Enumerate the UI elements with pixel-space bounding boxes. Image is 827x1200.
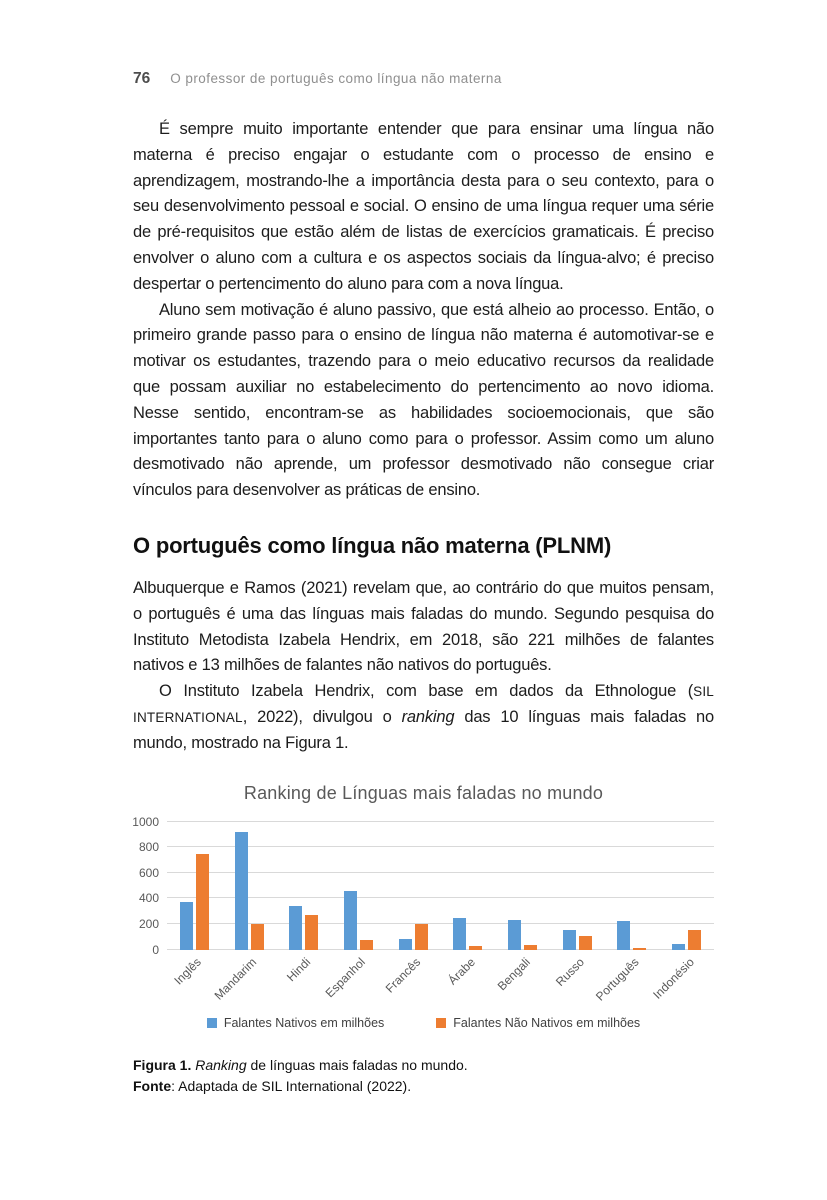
paragraph-4-text: , 2022), divulgou o [242, 707, 402, 726]
bar [415, 924, 428, 950]
paragraph-4 [133, 679, 714, 756]
bar [469, 946, 482, 949]
bar-group [222, 832, 277, 949]
x-label-cell [495, 950, 550, 1014]
bar [305, 915, 318, 949]
legend-swatch-icon [207, 1018, 217, 1028]
chart-x-labels [167, 950, 714, 1014]
bar [579, 936, 592, 949]
bar [563, 930, 576, 949]
x-axis-label: Bengali [494, 954, 533, 993]
bar [399, 939, 412, 949]
x-axis-label: Russo [553, 954, 588, 989]
bar [524, 945, 537, 950]
paragraph-1: É sempre muito importante entender que para ensinar uma língua não materna é preciso engajar o estudante com o processo de ensino e aprendizagem, mostrando-lhe a importância desta para o seu contexto, para o seu desenvolvimento pessoal e social. O ensino de uma língua requer uma série de pré-requisitos que estão além de listas de exercícios gramaticais. É preciso envolver o aluno com a cultura e os aspectos sociais da língua-alvo; é preciso despertar o pertencimento do aluno para com a nova língua. [133, 120, 714, 293]
x-label-cell [276, 950, 331, 1014]
bar [289, 906, 302, 950]
paragraph-3: Albuquerque e Ramos (2021) revelam que, ao contrário do que muitos pensam, o português é uma das línguas mais faladas do mundo. Segundo pesquisa do Instituto Metodista Izabela Hendrix, em 2018, são 221 milhões de falantes nativos e 13 milhões de falantes não nativos do português. [133, 578, 714, 675]
figure-caption-italic: Ranking [195, 1056, 247, 1073]
x-label-cell [211, 950, 277, 1014]
paragraph-2: Aluno sem motivação é aluno passivo, que está alheio ao processo. Então, o primeiro grande passo para o ensino de língua não materna é automotivar-se e motivar os estudantes, trazendo para o meio educativo recursos da realidade que possam auxiliar no estabelecimento do pertencimento ao novo idioma. Nesse sentido, encontram-se as habilidades socioemocionais, que são importantes tanto para o aluno como para o professor. Assim como um aluno desmotivado não aprende, um professor desmotivado não consegue criar vínculos para desenvolver as práticas de ensino. [133, 300, 714, 500]
y-tick-label: 600 [138, 865, 159, 880]
bar-group [659, 930, 714, 950]
legend-label: Falantes Não Nativos em milhões [453, 1015, 641, 1030]
paragraph-4-italic: ranking [401, 707, 455, 726]
figure-chart [133, 783, 714, 1030]
y-tick-label: 1000 [132, 814, 159, 829]
page-content [133, 70, 714, 1097]
x-axis-label: Indonésio [649, 954, 697, 1002]
paragraph-4-text: das 10 línguas mais faladas no mundo, mostrado na Figura 1. [133, 707, 714, 752]
bar [617, 921, 630, 949]
x-label-cell [441, 950, 496, 1014]
x-label-cell [649, 950, 714, 1014]
running-header [133, 70, 714, 88]
bar-group [331, 891, 386, 950]
bar-group [550, 930, 605, 949]
page-number: 76 [133, 70, 151, 87]
section-heading: O português como língua não materna (PLNM) [133, 532, 612, 558]
figure-source-line [133, 1076, 714, 1097]
x-axis-label: Inglês [171, 954, 205, 988]
figure-caption-text: de línguas mais faladas no mundo. [246, 1056, 468, 1073]
bar-group [276, 906, 331, 950]
figure-caption-line [133, 1055, 714, 1076]
bar [453, 918, 466, 949]
x-label-cell [550, 950, 605, 1014]
bar [633, 948, 646, 950]
x-label-cell [382, 950, 441, 1014]
bar [688, 930, 701, 950]
bar [360, 940, 373, 950]
chart-y-axis [132, 814, 167, 957]
running-title: O professor de português como língua não materna [170, 71, 502, 86]
bar [196, 854, 209, 950]
legend-swatch-icon [436, 1018, 446, 1028]
figure-source-text: : Adaptada de SIL International (2022). [171, 1077, 412, 1094]
chart-plot [167, 822, 714, 950]
figure-caption [133, 1055, 714, 1097]
paragraph-4-text: O Instituto Izabela Hendrix, com base em dados da Ethnologue ( [159, 682, 694, 701]
x-label-cell [593, 950, 660, 1014]
y-tick-label: 0 [152, 942, 159, 957]
x-label-cell [323, 950, 386, 1014]
paragraph-4-smallcaps: SIL INTERNATIONAL [133, 684, 714, 725]
figure-source-label: Fonte [133, 1077, 172, 1094]
legend-item [207, 1016, 384, 1030]
bar [180, 902, 193, 950]
figure-label: Figura 1. [133, 1056, 192, 1073]
chart-groups [167, 822, 714, 950]
bar [672, 944, 685, 950]
body-text [133, 117, 714, 757]
x-label-cell [167, 950, 222, 1014]
bar [508, 920, 521, 949]
y-tick-label: 800 [138, 840, 159, 855]
bar-group [386, 924, 441, 950]
bar [251, 924, 264, 949]
legend-label: Falantes Nativos em milhões [223, 1015, 385, 1030]
bar [344, 891, 357, 950]
x-axis-label: Hindi [284, 954, 314, 984]
chart-body [132, 814, 714, 957]
bar-group [441, 918, 496, 949]
bar-group [605, 921, 660, 949]
x-axis-label: Árabe [445, 954, 478, 988]
x-axis-label: Espanhol [323, 954, 369, 1000]
x-axis-label: Português [593, 954, 642, 1004]
legend-item [436, 1016, 640, 1030]
bar [235, 832, 248, 949]
y-tick-label: 400 [138, 891, 159, 906]
x-axis-label: Mandarim [211, 954, 259, 1003]
bar-group [495, 920, 550, 949]
chart-title: Ranking de Línguas mais faladas no mundo [243, 782, 604, 803]
x-axis-label: Francês [382, 954, 424, 996]
chart-legend [133, 1016, 714, 1030]
y-tick-label: 200 [138, 916, 159, 931]
bar-group [167, 854, 222, 950]
